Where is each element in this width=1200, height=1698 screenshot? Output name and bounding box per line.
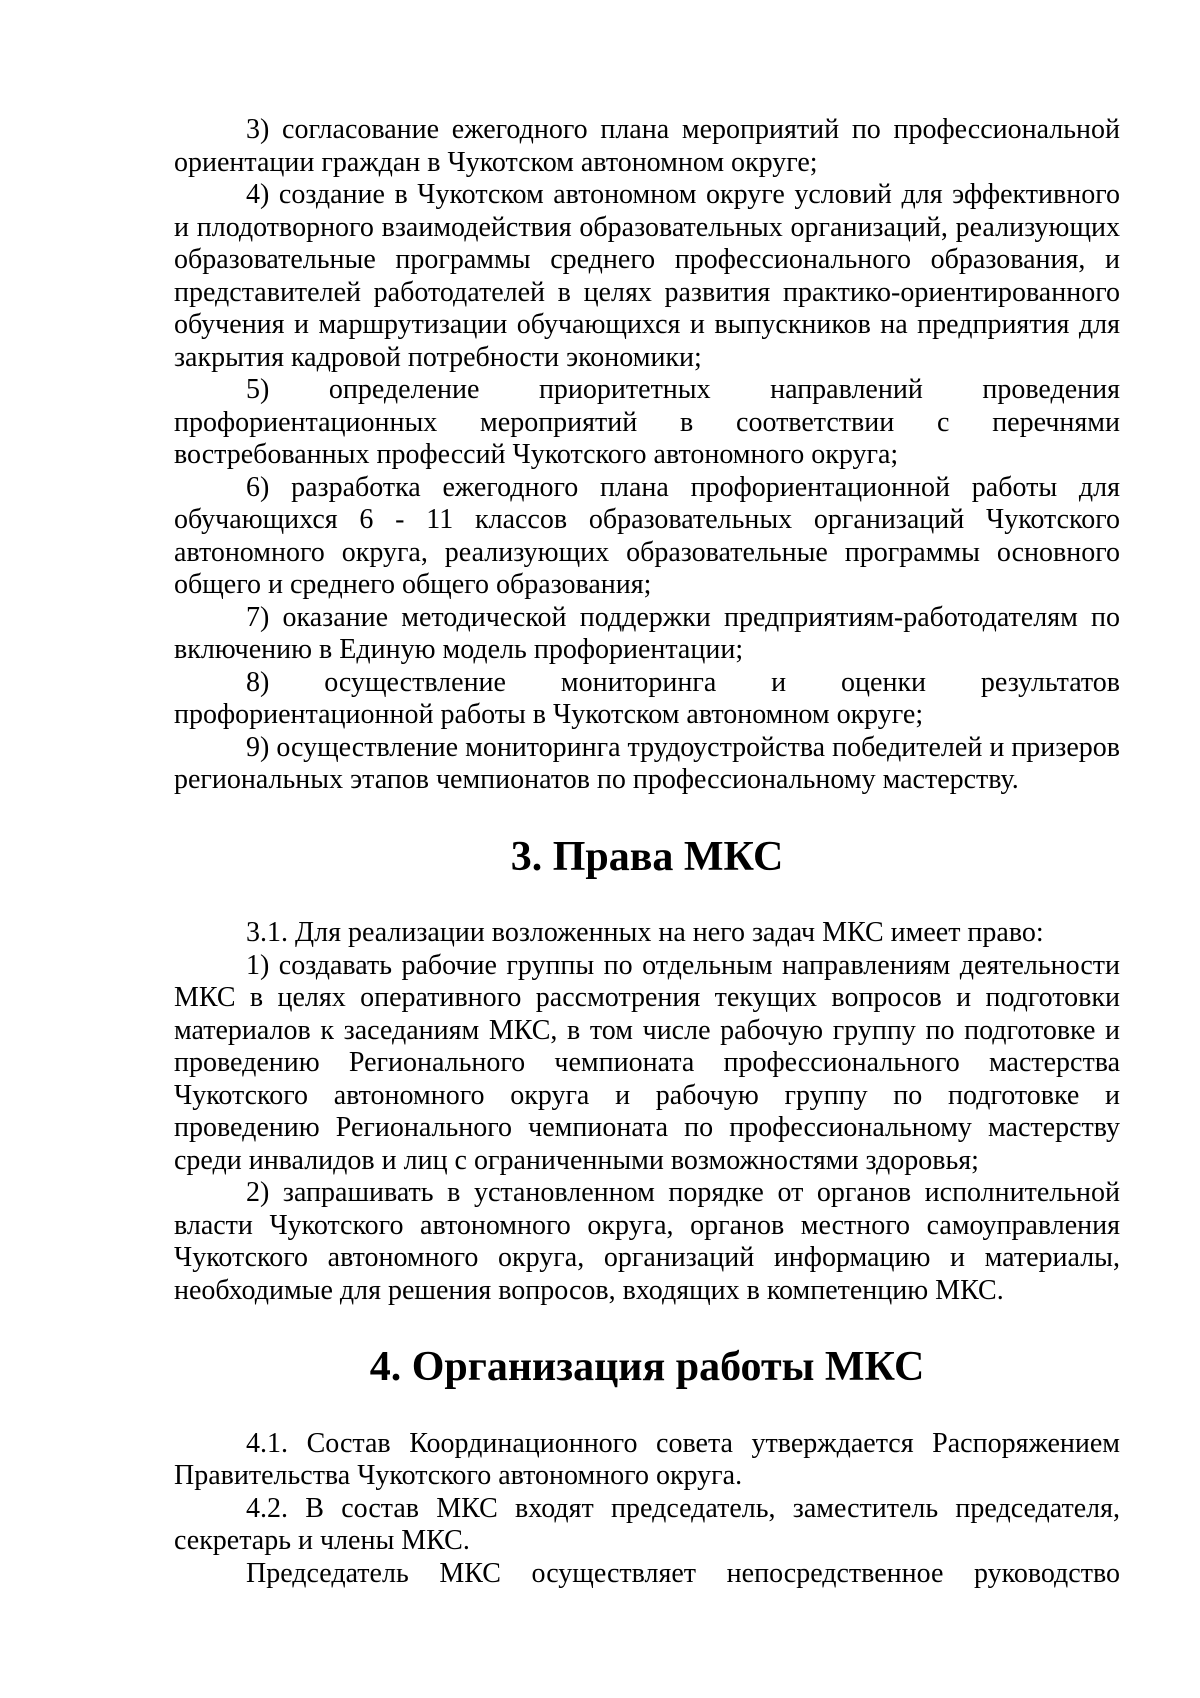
item-4: 4) создание в Чукотском автономном округе условий для эффективного и плодотворного взаимодействия образовательных организаций, реализующих образовательные программы среднего профессионального образования, и представителей работодателей в целях развития практико-ориентированного обучения и маршрутизации обучающихся и выпускников на предприятия для закрытия кадровой потребности экономики;: [174, 179, 1120, 373]
item-5: 5) определение приоритетных направлений проведения профориентационных мероприятий в соответствии с перечнями востребованных профессий Чукотского автономного округа;: [174, 374, 1120, 470]
paragraph-3-1-item-2: 2) запрашивать в установленном порядке от органов исполнительной власти Чукотского автономного округа, органов местного самоуправления Чукотского автономного округа, организаций информацию и материалы, необходимые для решения вопросов, входящих в компетенцию МКС.: [174, 1177, 1120, 1306]
item-9: 9) осуществление мониторинга трудоустройства победителей и призеров региональных этапов чемпионатов по профессиональному мастерству.: [174, 731, 1120, 795]
item-3: 3) согласование ежегодного плана мероприятий по профессиональной ориентации граждан в Чукотском автономном округе;: [174, 114, 1120, 178]
paragraph-3-1: 3.1. Для реализации возложенных на него задач МКС имеет право:: [246, 917, 1044, 948]
section-3-heading: 3. Права МКС: [510, 833, 784, 880]
section-4-heading: 4. Организация работы МКС: [369, 1344, 925, 1390]
document-body: [174, 114, 1120, 1590]
spacer: [174, 1384, 1120, 1428]
paragraph-chairman: Председатель МКС осуществляет непосредственное руководство: [246, 1557, 1120, 1589]
item-7: 7) оказание методической поддержки предприятиям-работодателям по включению в Единую модель профориентации;: [174, 601, 1120, 665]
paragraph-4-2: 4.2. В состав МКС входят председатель, заместитель председателя, секретарь и члены МКС.: [174, 1492, 1120, 1556]
paragraph-3-1-item-1: 1) создавать рабочие группы по отдельным направлениям деятельности МКС в целях оперативного рассмотрения текущих вопросов и подготовки материалов к заседаниям МКС, в том числе рабочую группу по подготовке и проведению Регионального чемпионата профессионального мастерства Чукотского автономного округа и рабочую группу по подготовке и проведению Регионального чемпионата по профессиональному мастерству среди инвалидов и лиц с ограниченными возможностями здоровья;: [174, 949, 1120, 1176]
spacer: [174, 873, 1120, 917]
item-6: 6) разработка ежегодного плана профориентационной работы для обучающихся 6 - 11 классов образовательных организаций Чукотского автономного округа, реализующих образовательные программы основного общего и среднего общего образования;: [174, 471, 1120, 600]
item-8: 8) осуществление мониторинга и оценки результатов профориентационной работы в Чукотском автономном округе;: [174, 666, 1120, 730]
paragraph-4-1: 4.1. Состав Координационного совета утверждается Распоряжением Правительства Чукотского автономного округа.: [174, 1427, 1120, 1491]
